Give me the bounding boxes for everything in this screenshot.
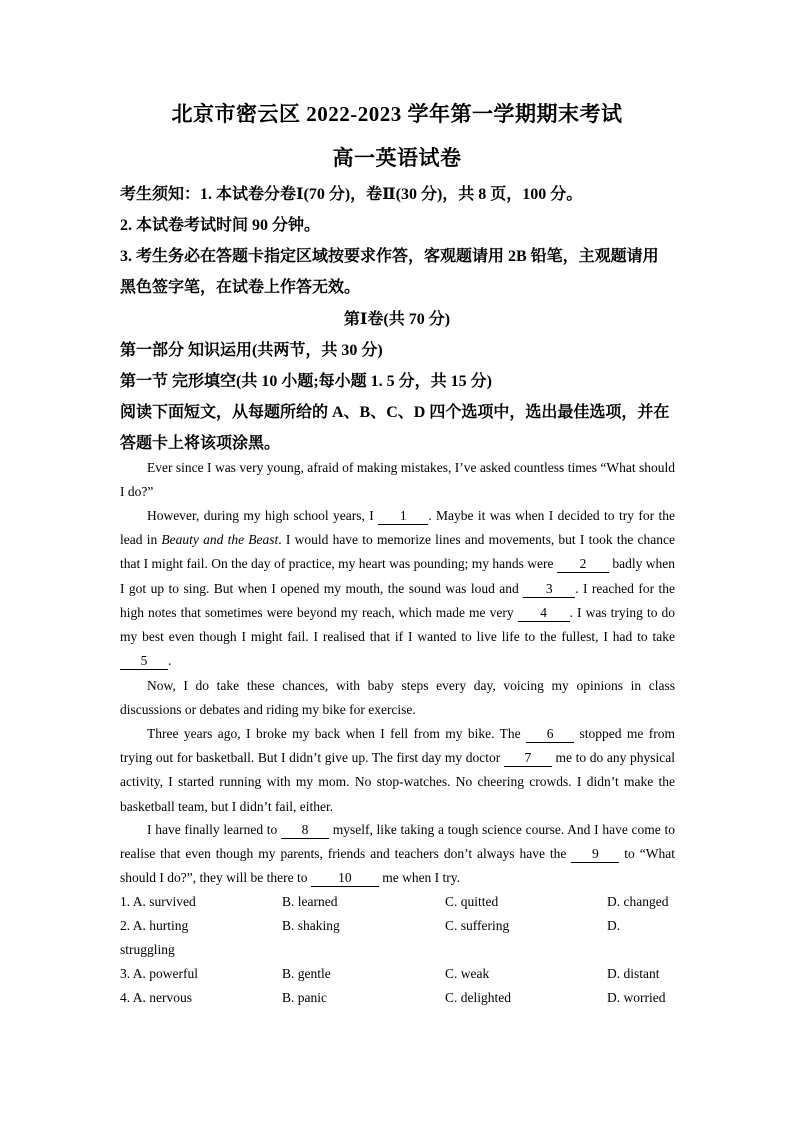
subpart-heading: 第一节 完形填空(共 10 小题;每小题 1. 5 分，共 15 分): [120, 373, 492, 390]
option-4-a: 4. A. nervous: [120, 990, 192, 1005]
option-2-c: C. suffering: [445, 918, 510, 933]
passage-paragraph-3: Now, I do take these chances, with baby steps every day, voicing my opinions in class discussions or debates and riding my bike for exercise.: [120, 678, 675, 718]
note-3-line-2: 黑色签字笔，在试卷上作答无效。: [120, 279, 361, 296]
blank-6: 6: [526, 726, 574, 743]
option-3-a: 3. A. powerful: [120, 966, 198, 981]
passage-paragraph-2: However, during my high school years, I 1 . Maybe it was when I decided to try for the lead in Beauty and the Beast. I would have to memorize lines and movements, but I took the chance that I might fail. On the day of practice, my heart was pounding; my hands were 2 badly when I got up to sing. But when I opened my mouth, the sound was loud and 3 . I reached for the high notes that sometimes were beyond my reach, which made me very 4 . I was trying to do my best even though I might fail. I realised that if I wanted to live life to the fullest, I had to take 5 .: [120, 508, 675, 669]
option-4-b: B. panic: [282, 990, 327, 1005]
option-4-c: C. delighted: [445, 990, 511, 1005]
option-2-b: B. shaking: [282, 918, 340, 933]
blank-5: 5: [120, 653, 168, 670]
instruction-line-2: 答题卡上将该项涂黑。: [120, 435, 281, 452]
option-1-c: C. quitted: [445, 894, 499, 909]
option-1-b: B. learned: [282, 894, 338, 909]
volume-heading: 第Ⅰ卷(共 70 分): [343, 311, 451, 328]
blank-10: 10: [311, 870, 379, 887]
instruction-line-1: 阅读下面短文，从每题所给的 A、B、C、D 四个选项中，选出最佳选项，并在: [120, 404, 670, 421]
note-1: 考生须知：1. 本试卷分卷Ⅰ(70 分)，卷Ⅱ(30 分)，共 8 页，100 分。: [120, 186, 583, 203]
passage-paragraph-4: Three years ago, I broke my back when I fell from my bike. The 6 stopped me from trying out for basketball. But I didn’t give up. The first day my doctor 7 me to do any physical activity, I started running with my mom. No stop-watches. No cheering crowds. I didn’t make the basketball team, but I didn’t fail, either.: [120, 726, 676, 814]
option-3-b: B. gentle: [282, 966, 331, 981]
blank-1: 1: [378, 508, 428, 525]
option-1-a: 1. A. survived: [120, 894, 196, 909]
option-4-d: D. worried: [607, 990, 666, 1005]
option-2-a: 2. A. hurting: [120, 918, 189, 933]
exam-title: 北京市密云区 2022-2023 学年第一学期期末考试: [171, 102, 623, 126]
part-heading: 第一部分 知识运用(共两节，共 30 分): [120, 342, 383, 359]
passage-paragraph-5: I have finally learned to 8 myself, like taking a tough science course. And I have come to realise that even though my parents, friends and teachers don’t always have the 9 to “What should I do?”, they will be there to 10 me when I try.: [120, 822, 675, 886]
blank-2: 2: [557, 556, 609, 573]
option-2-d-text: struggling: [120, 942, 175, 957]
note-3-line-1: 3. 考生务必在答题卡指定区域按要求作答，客观题请用 2B 铅笔，主观题请用: [120, 248, 659, 265]
passage-paragraph-1: Ever since I was very young, afraid of making mistakes, I’ve asked countless times “What should I do?”: [120, 460, 675, 500]
blank-3: 3: [523, 581, 575, 598]
blank-7: 7: [504, 750, 552, 767]
option-3-d: D. distant: [607, 966, 660, 981]
option-2-d: D.: [607, 918, 621, 933]
blank-9: 9: [571, 846, 619, 863]
option-3-c: C. weak: [445, 966, 490, 981]
blank-4: 4: [518, 605, 570, 622]
blank-8: 8: [281, 822, 329, 839]
note-2: 2. 本试卷考试时间 90 分钟。: [120, 217, 321, 234]
exam-subtitle: 高一英语试卷: [332, 146, 462, 170]
option-1-d: D. changed: [607, 894, 669, 909]
